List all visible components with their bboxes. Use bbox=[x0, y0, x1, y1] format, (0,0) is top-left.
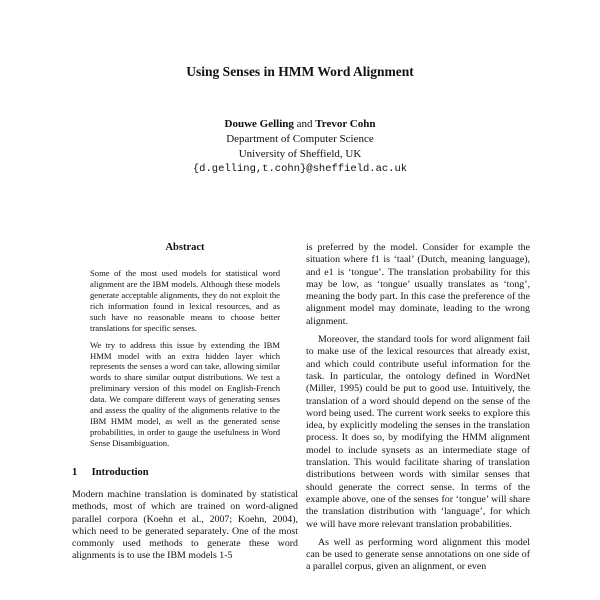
author-name-2: Trevor Cohn bbox=[315, 118, 376, 130]
abstract-paragraph-1: Some of the most used models for statistical word alignment are the IBM models. Although these models generate acceptable alignments, they do not exploit the rich information found in lexical resources, and as such have no reasonable means to choose better translations for specific senses. bbox=[90, 268, 280, 333]
author-conjunction: and bbox=[296, 118, 313, 130]
abstract-heading: Abstract bbox=[165, 242, 205, 253]
right-column bbox=[306, 242, 530, 580]
section-number: 1 bbox=[72, 466, 78, 478]
section-heading-introduction bbox=[72, 467, 298, 479]
body-paragraph-3: As well as performing word alignment this model can be used to generate sense annotations on one side of a parallel corpus, given an alignment, or even bbox=[306, 536, 530, 573]
abstract-body bbox=[90, 268, 280, 449]
author-names bbox=[0, 117, 600, 132]
section-title: Introduction bbox=[91, 466, 149, 478]
left-column bbox=[72, 242, 298, 563]
body-paragraph-continued: is preferred by the model. Consider for example the situation where f1 is ‘taal’ (Dutch, meaning language), and e1 is ‘tongue’. The translation probability for this may be low, as ‘tongue’ usually translates as ‘tong’, meaning the body part. In this case the preference of the alignment model may dominate, leading to the wrong alignment. bbox=[306, 242, 530, 327]
author-email: {d.gelling,t.cohn}@sheffield.ac.uk bbox=[192, 163, 408, 175]
university: University of Sheffield, UK bbox=[238, 148, 362, 160]
paper-title: Using Senses in HMM Word Alignment bbox=[186, 64, 414, 79]
department: Department of Computer Science bbox=[226, 133, 374, 145]
author-block bbox=[0, 117, 600, 177]
author-name-1: Douwe Gelling bbox=[224, 118, 294, 130]
abstract-paragraph-2: We try to address this issue by extending the IBM HMM model with an extra hidden layer which represents the senses a word can take, allowing similar words to share similar output distributions. We test a preliminary version of this model on English-French data. We compare different ways of generating senses and assess the quality of the alignments relative to the IBM HMM model, as well as the generated sense probabilities, in order to gauge the usefulness in Word Sense Disambiguation. bbox=[90, 339, 280, 448]
body-paragraph-2: Moreover, the standard tools for word alignment fail to make use of the lexical resources that already exist, and which could contribute useful information for the task. In particular, the ontology defined in WordNet (Miller, 1995) could be put to good use. Intuitively, the translation of a word should depend on the sense of the word being used. The current work seeks to explore this idea, by explicitly modeling the senses in the translation process. It does so, by modifying the HMM alignment model to include synsets as an intermediate stage of translation. This would facilitate sharing of translation distributions between words with similar senses that should generate the correct sense. In terms of the example above, one of the senses for ‘tongue’ will share the translation distribution with ‘language’, for which we will have more relevant translation probabilities. bbox=[306, 334, 530, 530]
intro-paragraph-1: Modern machine translation is dominated by statistical methods, most of which are trained on word-aligned parallel corpora (Koehn et al., 2007; Koehn, 2004), which need to be generated separately. One of the most commonly used methods to generate these word alignments is to use the IBM models 1-5 bbox=[72, 488, 298, 562]
